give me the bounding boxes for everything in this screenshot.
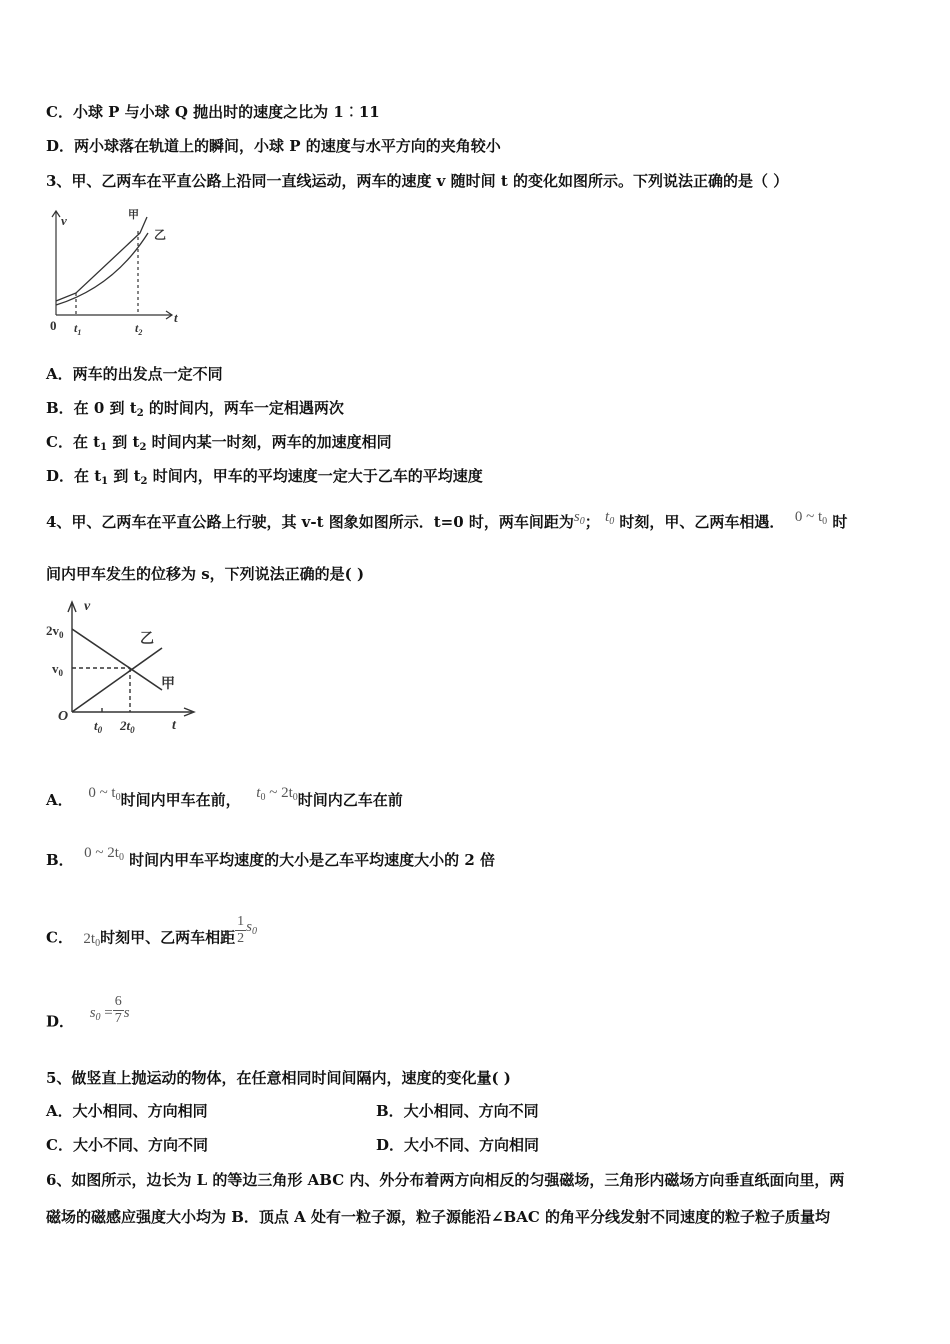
option-2d: D．两小球落在轨道上的瞬间，小球 P 的速度与水平方向的夹角较小 [46,137,501,155]
label-t: t [172,718,176,733]
math-range: 0 ~ $t_0$ [794,509,828,527]
option-3d: D．在 $t_1$ 到 $t_2$ 时间内，甲车的平均速度一定大于乙车的平均速度 [46,467,483,487]
fraction-six-sevenths: $\frac{6}{7}$ [114,994,122,1026]
curve-jia [56,217,147,301]
math-4b: 0 ~ $2t_0$ [84,845,124,863]
option-4c: C． $2t_0$时刻甲、乙两车相距 $\frac{1}{2}$ $s_0$ [46,914,257,949]
option-5d: D．大小不同、方向相同 [376,1136,540,1154]
option-3b: B．在 0 到 $t_2$ 的时间内，两车一定相遇两次 [46,399,344,419]
figure-3-vt-graph [44,205,184,340]
math-4c: $2t_0$ [83,930,101,949]
option-4a: A． 0 ~ $t_0$时间内甲车在前， $t_0$ ~ $2t_0$时间内乙车在前 [46,785,403,809]
label-t1: $t_1$ [74,321,82,337]
label-origin: O [58,709,69,724]
label-v: v [84,599,91,614]
option-5b: B．大小相同、方向不同 [376,1102,539,1120]
label-jia: 甲 [161,677,175,692]
math-4a-1: 0 ~ $t_0$ [88,785,121,803]
figure-4-vt-graph [44,596,204,746]
label-v: v [61,213,67,228]
question-3: 3、甲、乙两车在平直公路上沿同一直线运动，两车的速度 v 随时间 t 的变化如图所示。下列说法正确的是（ ） [46,172,789,190]
label-2t0: $2t_0$ [120,718,135,735]
math-s0: $s_0$ [573,509,585,527]
question-6-line-2: 磁场的磁感应强度大小均为 B．顶点 A 处有一粒子源，粒子源能沿∠BAC 的角平分线发射不同速度的粒子粒子质量均 [46,1208,831,1226]
option-5c: C．大小不同、方向不同 [46,1136,208,1154]
label-2v0: $2v_0$ [46,623,64,640]
math-4d-s0: $s_0$ [89,1004,101,1023]
option-2c: C．小球 P 与小球 Q 抛出时的速度之比为 1︰11 [46,103,380,121]
option-3c: C．在 $t_1$ 到 $t_2$ 时间内某一时刻，两车的加速度相同 [46,433,392,453]
question-6-line-1: 6、如图所示，边长为 L 的等边三角形 ABC 内、外分布着两方向相反的匀强磁场，三角形内磁场方向垂直纸面向里，两 [46,1171,845,1189]
label-t2: $t_2$ [135,321,143,337]
label-yi: 乙 [154,228,167,242]
label-jia: 甲 [128,209,139,221]
option-4b: B． 0 ~ $2t_0$ 时间内甲车平均速度的大小是乙车平均速度大小的 2 倍 [46,845,496,869]
label-origin: 0 [50,318,57,333]
question-4-line-1: 4、甲、乙两车在平直公路上行驶，其 v-t 图象如图所示．t=0 时，两车间距为$s_0$； $t_0$ 时刻，甲、乙两车相遇． 0 ~ $t_0$ 时 [46,509,848,531]
label-t: t [174,310,178,325]
option-5a: A．大小相同、方向相同 [46,1102,208,1120]
label-t0: $t_0$ [94,718,103,735]
option-4d: D． $s_0$ = $\frac{6}{7}$ s [46,994,130,1031]
option-3a: A．两车的出发点一定不同 [46,365,223,383]
label-yi: 乙 [140,632,154,647]
question-5: 5、做竖直上抛运动的物体，在任意相同时间间隔内，速度的变化量( ) [46,1069,511,1087]
question-4-line-2: 间内甲车发生的位移为 s，下列说法正确的是( ) [46,565,365,583]
label-v0: $v_0$ [52,661,63,678]
math-t0: $t_0$ [605,509,615,527]
math-4c-s0: $s_0$ [246,918,257,937]
fraction-half: $\frac{1}{2}$ [237,914,245,946]
math-4a-2: $t_0$ ~ $2t_0$ [256,785,298,803]
